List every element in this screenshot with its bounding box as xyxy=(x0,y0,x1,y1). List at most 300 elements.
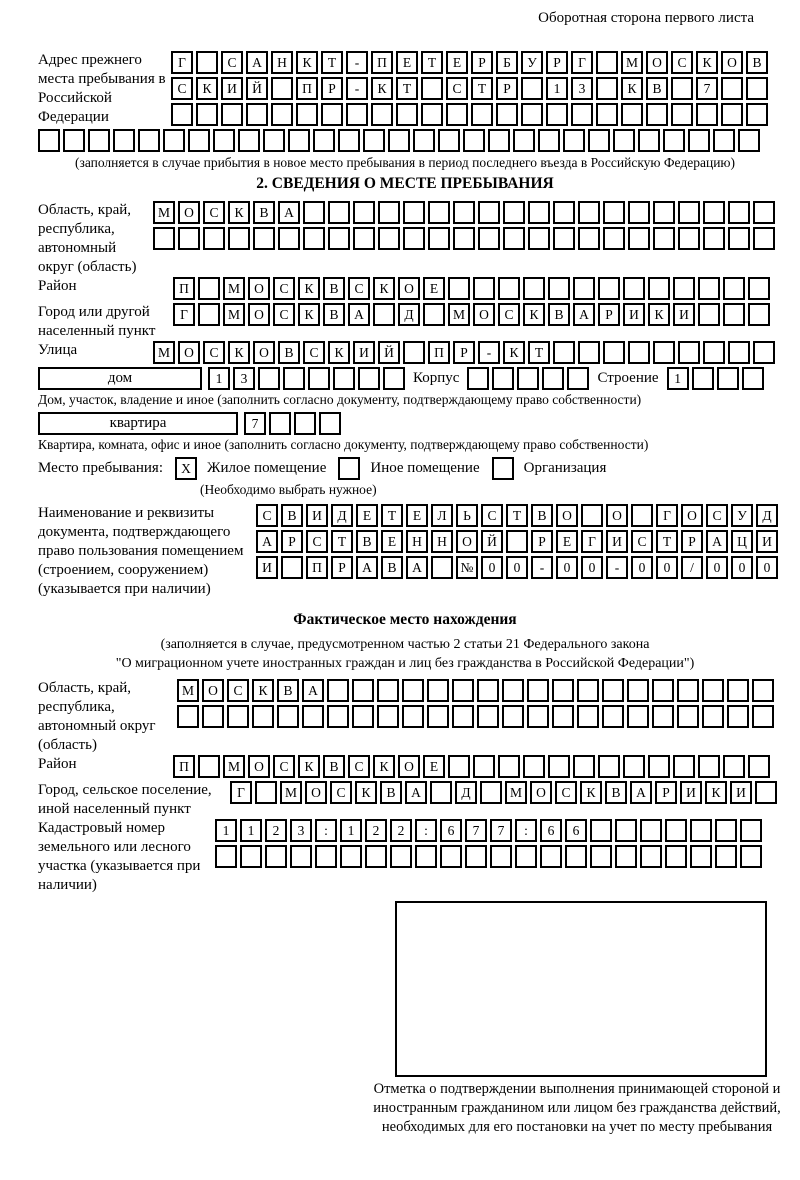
char-cell[interactable]: К xyxy=(648,303,670,326)
char-cell[interactable] xyxy=(563,129,585,152)
char-cell[interactable] xyxy=(623,755,645,778)
char-cell[interactable] xyxy=(303,201,325,224)
char-cell[interactable]: М xyxy=(153,201,175,224)
char-cell[interactable] xyxy=(702,705,724,728)
char-cell[interactable] xyxy=(648,755,670,778)
char-cell[interactable] xyxy=(448,277,470,300)
char-cell[interactable] xyxy=(308,367,330,390)
char-cell[interactable]: К xyxy=(328,341,350,364)
char-cell[interactable]: Д xyxy=(756,504,778,527)
char-cell[interactable] xyxy=(577,679,599,702)
char-cell[interactable] xyxy=(202,705,224,728)
char-cell[interactable]: 7 xyxy=(244,412,266,435)
char-cell[interactable]: Т xyxy=(471,77,493,100)
char-cell[interactable] xyxy=(473,755,495,778)
char-cell[interactable]: А xyxy=(348,303,370,326)
char-cell[interactable]: О xyxy=(456,530,478,553)
char-cell[interactable]: М xyxy=(153,341,175,364)
char-cell[interactable]: С xyxy=(330,781,352,804)
char-cell[interactable] xyxy=(752,705,774,728)
char-cell[interactable]: - xyxy=(346,77,368,100)
char-cell[interactable] xyxy=(283,367,305,390)
char-cell[interactable] xyxy=(623,277,645,300)
char-cell[interactable] xyxy=(698,303,720,326)
char-cell[interactable] xyxy=(515,845,537,868)
char-cell[interactable]: 7 xyxy=(696,77,718,100)
char-cell[interactable] xyxy=(488,129,510,152)
char-cell[interactable] xyxy=(506,530,528,553)
char-cell[interactable] xyxy=(581,504,603,527)
char-cell[interactable]: В xyxy=(548,303,570,326)
char-cell[interactable]: О xyxy=(606,504,628,527)
char-cell[interactable]: Р xyxy=(598,303,620,326)
char-cell[interactable]: 2 xyxy=(390,819,412,842)
char-cell[interactable] xyxy=(673,277,695,300)
char-cell[interactable] xyxy=(740,845,762,868)
char-cell[interactable]: Г xyxy=(171,51,193,74)
char-cell[interactable] xyxy=(290,845,312,868)
char-cell[interactable] xyxy=(478,227,500,250)
char-cell[interactable] xyxy=(390,845,412,868)
char-cell[interactable] xyxy=(677,679,699,702)
char-cell[interactable]: 3 xyxy=(571,77,593,100)
char-cell[interactable] xyxy=(602,679,624,702)
char-cell[interactable] xyxy=(713,129,735,152)
char-cell[interactable] xyxy=(177,705,199,728)
char-cell[interactable] xyxy=(631,504,653,527)
char-cell[interactable] xyxy=(640,845,662,868)
char-cell[interactable]: - xyxy=(531,556,553,579)
char-cell[interactable] xyxy=(238,129,260,152)
char-cell[interactable]: О xyxy=(178,201,200,224)
char-cell[interactable]: П xyxy=(306,556,328,579)
char-cell[interactable]: О xyxy=(248,277,270,300)
char-cell[interactable] xyxy=(440,845,462,868)
char-cell[interactable]: № xyxy=(456,556,478,579)
char-cell[interactable] xyxy=(573,755,595,778)
char-cell[interactable] xyxy=(498,755,520,778)
char-cell[interactable]: М xyxy=(223,755,245,778)
char-cell[interactable]: В xyxy=(253,201,275,224)
char-cell[interactable] xyxy=(546,103,568,126)
char-cell[interactable] xyxy=(113,129,135,152)
char-cell[interactable]: О xyxy=(253,341,275,364)
char-cell[interactable] xyxy=(627,705,649,728)
char-cell[interactable]: В xyxy=(356,530,378,553)
char-cell[interactable]: О xyxy=(248,303,270,326)
char-cell[interactable]: Ц xyxy=(731,530,753,553)
char-cell[interactable]: Г xyxy=(656,504,678,527)
char-cell[interactable] xyxy=(198,303,220,326)
char-cell[interactable] xyxy=(527,679,549,702)
char-cell[interactable] xyxy=(403,201,425,224)
char-cell[interactable] xyxy=(196,51,218,74)
char-cell[interactable] xyxy=(153,227,175,250)
char-cell[interactable]: С xyxy=(631,530,653,553)
char-cell[interactable] xyxy=(38,129,60,152)
char-cell[interactable]: 7 xyxy=(465,819,487,842)
char-cell[interactable]: М xyxy=(223,303,245,326)
char-cell[interactable]: И xyxy=(623,303,645,326)
char-cell[interactable] xyxy=(477,705,499,728)
char-cell[interactable]: 0 xyxy=(556,556,578,579)
char-cell[interactable] xyxy=(402,705,424,728)
char-cell[interactable] xyxy=(596,103,618,126)
char-cell[interactable] xyxy=(502,705,524,728)
char-cell[interactable] xyxy=(315,845,337,868)
char-cell[interactable]: К xyxy=(298,303,320,326)
char-cell[interactable] xyxy=(178,227,200,250)
char-cell[interactable]: / xyxy=(681,556,703,579)
char-cell[interactable]: К xyxy=(298,755,320,778)
char-cell[interactable] xyxy=(603,227,625,250)
char-cell[interactable]: : xyxy=(415,819,437,842)
char-cell[interactable] xyxy=(665,845,687,868)
char-cell[interactable]: С xyxy=(348,755,370,778)
char-cell[interactable] xyxy=(723,277,745,300)
char-cell[interactable] xyxy=(496,103,518,126)
char-cell[interactable] xyxy=(88,129,110,152)
char-cell[interactable]: М xyxy=(505,781,527,804)
char-cell[interactable] xyxy=(698,277,720,300)
char-cell[interactable] xyxy=(548,755,570,778)
char-cell[interactable]: И xyxy=(606,530,628,553)
char-cell[interactable] xyxy=(542,367,564,390)
char-cell[interactable] xyxy=(627,679,649,702)
char-cell[interactable] xyxy=(692,367,714,390)
char-cell[interactable] xyxy=(319,412,341,435)
char-cell[interactable]: Н xyxy=(431,530,453,553)
char-cell[interactable]: М xyxy=(280,781,302,804)
char-cell[interactable] xyxy=(473,277,495,300)
char-cell[interactable] xyxy=(578,227,600,250)
char-cell[interactable] xyxy=(603,341,625,364)
char-cell[interactable] xyxy=(602,705,624,728)
char-cell[interactable]: 0 xyxy=(631,556,653,579)
char-cell[interactable]: Д xyxy=(331,504,353,527)
char-cell[interactable]: 1 xyxy=(546,77,568,100)
char-cell[interactable]: Г xyxy=(581,530,603,553)
char-cell[interactable]: В xyxy=(323,277,345,300)
char-cell[interactable] xyxy=(565,845,587,868)
char-cell[interactable]: Т xyxy=(321,51,343,74)
char-cell[interactable] xyxy=(171,103,193,126)
char-cell[interactable] xyxy=(302,705,324,728)
char-cell[interactable] xyxy=(688,129,710,152)
char-cell[interactable]: К xyxy=(705,781,727,804)
char-cell[interactable]: Т xyxy=(331,530,353,553)
char-cell[interactable] xyxy=(253,227,275,250)
char-cell[interactable] xyxy=(553,227,575,250)
char-cell[interactable]: С xyxy=(227,679,249,702)
char-cell[interactable] xyxy=(402,679,424,702)
char-cell[interactable] xyxy=(665,819,687,842)
char-cell[interactable]: П xyxy=(296,77,318,100)
char-cell[interactable]: П xyxy=(173,755,195,778)
char-cell[interactable]: 0 xyxy=(481,556,503,579)
char-cell[interactable]: Р xyxy=(321,77,343,100)
char-cell[interactable] xyxy=(523,277,545,300)
char-cell[interactable] xyxy=(452,705,474,728)
char-cell[interactable]: М xyxy=(177,679,199,702)
char-cell[interactable]: С xyxy=(221,51,243,74)
char-cell[interactable]: С xyxy=(706,504,728,527)
char-cell[interactable] xyxy=(353,227,375,250)
char-cell[interactable]: С xyxy=(498,303,520,326)
char-cell[interactable]: А xyxy=(573,303,595,326)
char-cell[interactable] xyxy=(448,755,470,778)
char-cell[interactable] xyxy=(428,227,450,250)
char-cell[interactable] xyxy=(598,755,620,778)
char-cell[interactable]: 1 xyxy=(215,819,237,842)
char-cell[interactable] xyxy=(313,129,335,152)
char-cell[interactable]: В xyxy=(278,341,300,364)
char-cell[interactable] xyxy=(742,367,764,390)
char-cell[interactable] xyxy=(198,755,220,778)
char-cell[interactable] xyxy=(428,201,450,224)
char-cell[interactable]: В xyxy=(381,556,403,579)
char-cell[interactable]: 0 xyxy=(731,556,753,579)
char-cell[interactable]: О xyxy=(202,679,224,702)
char-cell[interactable] xyxy=(527,705,549,728)
char-cell[interactable]: 6 xyxy=(440,819,462,842)
char-cell[interactable] xyxy=(327,679,349,702)
char-cell[interactable] xyxy=(638,129,660,152)
char-cell[interactable]: В xyxy=(746,51,768,74)
char-cell[interactable]: Р xyxy=(471,51,493,74)
char-cell[interactable]: Е xyxy=(556,530,578,553)
char-cell[interactable] xyxy=(296,103,318,126)
char-cell[interactable]: 1 xyxy=(667,367,689,390)
char-cell[interactable] xyxy=(327,705,349,728)
char-cell[interactable] xyxy=(352,705,374,728)
char-cell[interactable] xyxy=(478,201,500,224)
char-cell[interactable] xyxy=(721,77,743,100)
char-cell[interactable] xyxy=(717,367,739,390)
char-cell[interactable]: 3 xyxy=(233,367,255,390)
char-cell[interactable] xyxy=(258,367,280,390)
char-cell[interactable]: О xyxy=(556,504,578,527)
char-cell[interactable]: Й xyxy=(246,77,268,100)
char-cell[interactable]: И xyxy=(353,341,375,364)
char-cell[interactable] xyxy=(678,227,700,250)
char-cell[interactable]: М xyxy=(223,277,245,300)
char-cell[interactable]: В xyxy=(281,504,303,527)
char-cell[interactable] xyxy=(521,77,543,100)
char-cell[interactable]: 0 xyxy=(706,556,728,579)
char-cell[interactable]: К xyxy=(228,341,250,364)
char-cell[interactable] xyxy=(490,845,512,868)
char-cell[interactable] xyxy=(278,227,300,250)
char-cell[interactable]: Р xyxy=(655,781,677,804)
char-cell[interactable]: С xyxy=(273,755,295,778)
char-cell[interactable]: Т xyxy=(656,530,678,553)
char-cell[interactable] xyxy=(467,367,489,390)
char-cell[interactable] xyxy=(553,201,575,224)
char-cell[interactable]: А xyxy=(356,556,378,579)
char-cell[interactable]: К xyxy=(580,781,602,804)
char-cell[interactable] xyxy=(246,103,268,126)
char-cell[interactable] xyxy=(255,781,277,804)
char-cell[interactable] xyxy=(715,819,737,842)
char-cell[interactable]: Е xyxy=(406,504,428,527)
char-cell[interactable]: О xyxy=(305,781,327,804)
char-cell[interactable] xyxy=(615,819,637,842)
char-cell[interactable] xyxy=(498,277,520,300)
char-cell[interactable]: А xyxy=(246,51,268,74)
char-cell[interactable] xyxy=(678,341,700,364)
char-cell[interactable] xyxy=(728,201,750,224)
char-cell[interactable]: Й xyxy=(481,530,503,553)
char-cell[interactable] xyxy=(196,103,218,126)
char-cell[interactable] xyxy=(453,201,475,224)
char-cell[interactable] xyxy=(363,129,385,152)
char-cell[interactable]: - xyxy=(346,51,368,74)
char-cell[interactable] xyxy=(613,129,635,152)
char-cell[interactable]: В xyxy=(531,504,553,527)
char-cell[interactable]: О xyxy=(646,51,668,74)
char-cell[interactable] xyxy=(528,227,550,250)
char-cell[interactable] xyxy=(427,705,449,728)
char-cell[interactable]: С xyxy=(273,303,295,326)
char-cell[interactable] xyxy=(403,341,425,364)
char-cell[interactable]: И xyxy=(306,504,328,527)
char-cell[interactable] xyxy=(188,129,210,152)
char-cell[interactable] xyxy=(213,129,235,152)
char-cell[interactable] xyxy=(621,103,643,126)
char-cell[interactable] xyxy=(663,129,685,152)
char-cell[interactable] xyxy=(271,77,293,100)
char-cell[interactable]: Р xyxy=(531,530,553,553)
char-cell[interactable] xyxy=(421,77,443,100)
char-cell[interactable]: - xyxy=(606,556,628,579)
char-cell[interactable] xyxy=(446,103,468,126)
char-cell[interactable]: И xyxy=(756,530,778,553)
char-cell[interactable]: К xyxy=(503,341,525,364)
char-cell[interactable]: Д xyxy=(398,303,420,326)
char-cell[interactable] xyxy=(338,129,360,152)
char-cell[interactable]: 3 xyxy=(290,819,312,842)
char-cell[interactable]: Т xyxy=(528,341,550,364)
char-cell[interactable]: 6 xyxy=(565,819,587,842)
char-cell[interactable]: Р xyxy=(546,51,568,74)
char-cell[interactable] xyxy=(431,556,453,579)
char-cell[interactable] xyxy=(502,679,524,702)
char-cell[interactable] xyxy=(567,367,589,390)
char-cell[interactable]: К xyxy=(355,781,377,804)
char-cell[interactable] xyxy=(678,201,700,224)
char-cell[interactable] xyxy=(227,705,249,728)
char-cell[interactable] xyxy=(517,367,539,390)
char-cell[interactable] xyxy=(521,103,543,126)
char-cell[interactable]: К xyxy=(523,303,545,326)
char-cell[interactable]: И xyxy=(221,77,243,100)
char-cell[interactable] xyxy=(746,103,768,126)
char-cell[interactable] xyxy=(377,705,399,728)
char-cell[interactable] xyxy=(640,819,662,842)
char-cell[interactable]: Е xyxy=(381,530,403,553)
char-cell[interactable] xyxy=(453,227,475,250)
char-cell[interactable]: 0 xyxy=(656,556,678,579)
char-cell[interactable] xyxy=(221,103,243,126)
char-cell[interactable] xyxy=(163,129,185,152)
char-cell[interactable] xyxy=(752,679,774,702)
char-cell[interactable] xyxy=(578,201,600,224)
char-cell[interactable] xyxy=(653,201,675,224)
char-cell[interactable]: Е xyxy=(356,504,378,527)
char-cell[interactable] xyxy=(403,227,425,250)
char-cell[interactable]: Н xyxy=(271,51,293,74)
char-cell[interactable] xyxy=(438,129,460,152)
char-cell[interactable]: Й xyxy=(378,341,400,364)
char-cell[interactable]: Г xyxy=(571,51,593,74)
char-cell[interactable] xyxy=(748,755,770,778)
char-cell[interactable]: К xyxy=(228,201,250,224)
char-cell[interactable]: Г xyxy=(230,781,252,804)
char-cell[interactable] xyxy=(503,201,525,224)
char-cell[interactable]: А xyxy=(406,556,428,579)
char-cell[interactable] xyxy=(228,227,250,250)
char-cell[interactable] xyxy=(653,227,675,250)
char-cell[interactable]: В xyxy=(605,781,627,804)
char-cell[interactable]: В xyxy=(380,781,402,804)
char-cell[interactable] xyxy=(578,341,600,364)
char-cell[interactable]: И xyxy=(673,303,695,326)
char-cell[interactable]: В xyxy=(277,679,299,702)
char-cell[interactable] xyxy=(598,277,620,300)
char-cell[interactable] xyxy=(540,845,562,868)
char-cell[interactable] xyxy=(552,679,574,702)
char-cell[interactable] xyxy=(690,819,712,842)
char-cell[interactable] xyxy=(753,341,775,364)
char-cell[interactable] xyxy=(528,201,550,224)
char-cell[interactable] xyxy=(365,845,387,868)
char-cell[interactable]: К xyxy=(252,679,274,702)
char-cell[interactable] xyxy=(748,277,770,300)
char-cell[interactable] xyxy=(727,705,749,728)
char-cell[interactable] xyxy=(413,129,435,152)
char-cell[interactable] xyxy=(377,679,399,702)
char-cell[interactable]: И xyxy=(730,781,752,804)
char-cell[interactable]: А xyxy=(256,530,278,553)
char-cell[interactable]: К xyxy=(621,77,643,100)
char-cell[interactable] xyxy=(703,227,725,250)
char-cell[interactable]: К xyxy=(373,755,395,778)
char-cell[interactable] xyxy=(215,845,237,868)
char-cell[interactable] xyxy=(753,227,775,250)
char-cell[interactable] xyxy=(652,705,674,728)
char-cell[interactable]: О xyxy=(178,341,200,364)
char-cell[interactable] xyxy=(615,845,637,868)
char-cell[interactable]: К xyxy=(298,277,320,300)
stay-type-checkbox-organization[interactable] xyxy=(492,457,514,480)
char-cell[interactable]: : xyxy=(515,819,537,842)
char-cell[interactable]: Р xyxy=(281,530,303,553)
char-cell[interactable]: Р xyxy=(453,341,475,364)
char-cell[interactable]: Т xyxy=(506,504,528,527)
char-cell[interactable] xyxy=(628,201,650,224)
char-cell[interactable] xyxy=(252,705,274,728)
char-cell[interactable] xyxy=(346,103,368,126)
char-cell[interactable] xyxy=(421,103,443,126)
char-cell[interactable] xyxy=(552,705,574,728)
char-cell[interactable]: 2 xyxy=(265,819,287,842)
char-cell[interactable] xyxy=(333,367,355,390)
char-cell[interactable]: Е xyxy=(423,277,445,300)
char-cell[interactable]: 0 xyxy=(506,556,528,579)
char-cell[interactable] xyxy=(728,227,750,250)
char-cell[interactable]: Л xyxy=(431,504,453,527)
